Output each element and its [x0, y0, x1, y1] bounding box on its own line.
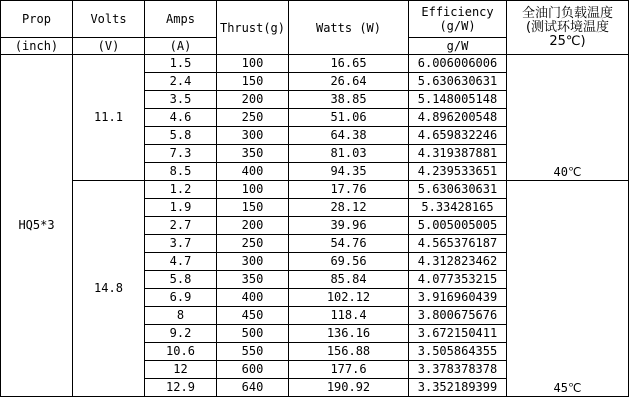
efficiency-cell: 5.148005148	[409, 91, 507, 109]
header-temperature-line3: 25℃)	[549, 33, 586, 49]
watts-cell: 54.76	[289, 235, 409, 253]
thrust-cell: 100	[217, 55, 289, 73]
efficiency-cell: 4.312823462	[409, 253, 507, 271]
efficiency-cell: 5.630630631	[409, 181, 507, 199]
amps-cell: 3.7	[145, 235, 217, 253]
watts-cell: 16.65	[289, 55, 409, 73]
amps-cell: 8.5	[145, 163, 217, 181]
watts-cell: 118.4	[289, 307, 409, 325]
watts-cell: 94.35	[289, 163, 409, 181]
thrust-cell: 250	[217, 235, 289, 253]
amps-cell: 12.9	[145, 379, 217, 397]
amps-cell: 4.6	[145, 109, 217, 127]
unit-volts: (V)	[73, 38, 145, 55]
amps-cell: 1.2	[145, 181, 217, 199]
watts-cell: 26.64	[289, 73, 409, 91]
header-prop: Prop	[1, 1, 73, 38]
amps-cell: 10.6	[145, 343, 217, 361]
unit-prop: (inch)	[1, 38, 73, 55]
efficiency-cell: 4.896200548	[409, 109, 507, 127]
amps-cell: 2.4	[145, 73, 217, 91]
thrust-cell: 350	[217, 145, 289, 163]
watts-cell: 69.56	[289, 253, 409, 271]
watts-cell: 38.85	[289, 91, 409, 109]
watts-cell: 102.12	[289, 289, 409, 307]
amps-cell: 4.7	[145, 253, 217, 271]
thrust-cell: 200	[217, 217, 289, 235]
table-body	[1, 1, 629, 397]
volts-cell: 14.8	[73, 181, 145, 397]
efficiency-cell: 5.33428165	[409, 199, 507, 217]
table-row	[1, 55, 629, 73]
amps-cell: 5.8	[145, 271, 217, 289]
thrust-cell: 100	[217, 181, 289, 199]
efficiency-cell: 4.239533651	[409, 163, 507, 181]
watts-cell: 28.12	[289, 199, 409, 217]
header-row	[1, 1, 629, 38]
efficiency-cell: 4.565376187	[409, 235, 507, 253]
efficiency-cell: 3.352189399	[409, 379, 507, 397]
watts-cell: 85.84	[289, 271, 409, 289]
amps-cell: 7.3	[145, 145, 217, 163]
thrust-cell: 640	[217, 379, 289, 397]
volts-cell: 11.1	[73, 55, 145, 181]
efficiency-cell: 4.077353215	[409, 271, 507, 289]
efficiency-cell: 3.800675676	[409, 307, 507, 325]
watts-cell: 17.76	[289, 181, 409, 199]
efficiency-cell: 6.006006006	[409, 55, 507, 73]
thrust-cell: 200	[217, 91, 289, 109]
thrust-cell: 500	[217, 325, 289, 343]
unit-amps: (A)	[145, 38, 217, 55]
thrust-cell: 300	[217, 253, 289, 271]
header-efficiency	[409, 1, 507, 38]
amps-cell: 1.9	[145, 199, 217, 217]
amps-cell: 12	[145, 361, 217, 379]
watts-cell: 51.06	[289, 109, 409, 127]
prop-cell: HQ5*3	[1, 55, 73, 397]
header-thrust: Thrust(g)	[217, 1, 289, 55]
header-temperature-line2: (测试环境温度	[525, 19, 610, 35]
header-temperature-line1: 全油门负载温度	[521, 5, 613, 21]
header-efficiency-line2: (g/W)	[439, 19, 476, 33]
thrust-cell: 250	[217, 109, 289, 127]
watts-cell: 39.96	[289, 217, 409, 235]
efficiency-cell: 3.505864355	[409, 343, 507, 361]
thrust-cell: 400	[217, 163, 289, 181]
watts-cell: 190.92	[289, 379, 409, 397]
header-volts: Volts	[73, 1, 145, 38]
amps-cell: 1.5	[145, 55, 217, 73]
header-amps: Amps	[145, 1, 217, 38]
efficiency-cell: 3.378378378	[409, 361, 507, 379]
unit-efficiency: g/W	[409, 38, 507, 55]
thrust-cell: 600	[217, 361, 289, 379]
thrust-cell: 150	[217, 199, 289, 217]
efficiency-cell: 4.659832246	[409, 127, 507, 145]
amps-cell: 8	[145, 307, 217, 325]
thrust-cell: 550	[217, 343, 289, 361]
watts-cell: 64.38	[289, 127, 409, 145]
amps-cell: 5.8	[145, 127, 217, 145]
thrust-cell: 450	[217, 307, 289, 325]
amps-cell: 9.2	[145, 325, 217, 343]
thrust-cell: 300	[217, 127, 289, 145]
watts-cell: 156.88	[289, 343, 409, 361]
amps-cell: 3.5	[145, 91, 217, 109]
header-temperature	[507, 1, 629, 55]
header-watts: Watts (W)	[289, 1, 409, 55]
efficiency-cell: 3.672150411	[409, 325, 507, 343]
thrust-cell: 150	[217, 73, 289, 91]
efficiency-cell: 5.005005005	[409, 217, 507, 235]
amps-cell: 2.7	[145, 217, 217, 235]
efficiency-cell: 3.916960439	[409, 289, 507, 307]
temperature-cell: 45℃	[507, 181, 629, 397]
watts-cell: 177.6	[289, 361, 409, 379]
temperature-cell: 40℃	[507, 55, 629, 181]
efficiency-cell: 5.630630631	[409, 73, 507, 91]
thrust-cell: 350	[217, 271, 289, 289]
watts-cell: 81.03	[289, 145, 409, 163]
header-efficiency-line1: Efficiency	[421, 5, 494, 19]
thrust-cell: 400	[217, 289, 289, 307]
watts-cell: 136.16	[289, 325, 409, 343]
amps-cell: 6.9	[145, 289, 217, 307]
table-row	[1, 181, 629, 199]
efficiency-cell: 4.319387881	[409, 145, 507, 163]
